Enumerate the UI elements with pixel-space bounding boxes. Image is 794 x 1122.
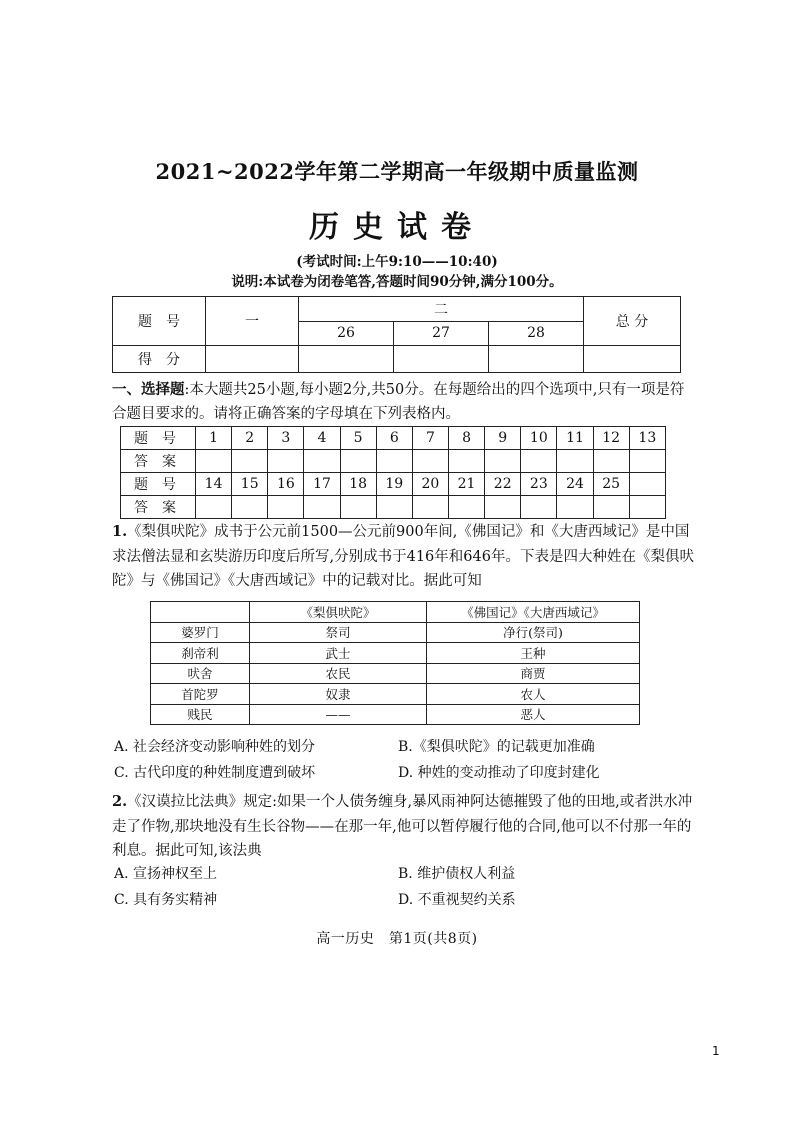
answer-number-cell: 1 bbox=[196, 427, 232, 450]
caste-row bbox=[151, 684, 640, 705]
caste-records: 王种 bbox=[427, 643, 640, 664]
page-number: 1 bbox=[712, 1044, 720, 1058]
answer-entry-cell[interactable] bbox=[304, 496, 340, 519]
score-table bbox=[112, 296, 681, 373]
question-1-option-b[interactable]: B.《梨俱吠陀》的记载更加准确 bbox=[398, 739, 595, 755]
answer-ans-label: 答案 bbox=[121, 450, 196, 473]
caste-comparison-table bbox=[150, 601, 640, 725]
answer-entry-cell[interactable] bbox=[304, 450, 340, 473]
answer-number-cell: 23 bbox=[521, 473, 557, 496]
answer-number-cell: 14 bbox=[196, 473, 232, 496]
caste-records: 农人 bbox=[427, 684, 640, 705]
question-1-option-c[interactable]: C. 古代印度的种姓制度遭到破坏 bbox=[114, 765, 316, 781]
answer-ans-label: 答案 bbox=[121, 496, 196, 519]
answer-entry-cell[interactable] bbox=[268, 450, 304, 473]
caste-rigveda: 武士 bbox=[250, 643, 427, 664]
question-2-option-c[interactable]: C. 具有务实精神 bbox=[114, 892, 218, 908]
answer-entry-cell[interactable] bbox=[448, 450, 484, 473]
answer-entry-row bbox=[121, 496, 666, 519]
exam-subtitle: 历史试卷 bbox=[309, 210, 485, 245]
caste-name: 贱民 bbox=[151, 704, 250, 725]
answer-entry-cell[interactable] bbox=[340, 450, 376, 473]
score-row-label: 题 号 bbox=[113, 297, 206, 346]
answer-entry-cell[interactable] bbox=[376, 496, 412, 519]
question-1-number: 1. bbox=[112, 523, 128, 540]
answer-number-cell: 11 bbox=[557, 427, 593, 450]
answer-number-cell: 18 bbox=[340, 473, 376, 496]
answer-entry-cell[interactable] bbox=[268, 496, 304, 519]
answer-number-cell bbox=[629, 473, 665, 496]
answer-num-label: 题号 bbox=[121, 473, 196, 496]
question-1-stem: 《梨俱吠陀》成书于公元前1500—公元前900年间,《佛国记》和《大唐西域记》是中国求法僧法显和玄奘游历印度后所写,分别成书于416年和646年。下表是四大种姓在《梨俱吠陀》与《佛国记》《大唐西域记》中的记载对比。据此可知 bbox=[112, 524, 694, 589]
answer-number-cell: 4 bbox=[304, 427, 340, 450]
question-1-option-d[interactable]: D. 种姓的变动推动了印度封建化 bbox=[398, 765, 600, 781]
question-2-number: 2. bbox=[112, 793, 128, 810]
answer-number-cell: 17 bbox=[304, 473, 340, 496]
question-2 bbox=[112, 790, 694, 864]
caste-name: 婆罗门 bbox=[151, 622, 250, 643]
answer-entry-cell[interactable] bbox=[593, 450, 629, 473]
page-footer: 高一历史 第1页(共8页) bbox=[316, 931, 478, 947]
score-q27: 27 bbox=[394, 321, 489, 346]
answer-entry-cell[interactable] bbox=[557, 496, 593, 519]
answer-entry-cell[interactable] bbox=[412, 496, 448, 519]
answer-number-cell: 10 bbox=[521, 427, 557, 450]
question-1 bbox=[112, 520, 694, 594]
answer-entry-cell[interactable] bbox=[521, 450, 557, 473]
answer-number-cell: 7 bbox=[412, 427, 448, 450]
section-1-instructions bbox=[112, 378, 692, 426]
answer-entry-cell[interactable] bbox=[629, 450, 665, 473]
score-cell[interactable] bbox=[206, 346, 299, 373]
caste-row bbox=[151, 663, 640, 684]
answer-entry-cell[interactable] bbox=[196, 450, 232, 473]
answer-number-cell: 8 bbox=[448, 427, 484, 450]
answer-number-row bbox=[121, 473, 666, 496]
answer-number-cell: 21 bbox=[448, 473, 484, 496]
caste-records: 商贾 bbox=[427, 663, 640, 684]
answer-entry-cell[interactable] bbox=[376, 450, 412, 473]
score-cell[interactable] bbox=[299, 346, 394, 373]
caste-rigveda: 农民 bbox=[250, 663, 427, 684]
score-row-label-2: 得 分 bbox=[113, 346, 206, 373]
answer-number-cell: 6 bbox=[376, 427, 412, 450]
caste-row bbox=[151, 704, 640, 725]
answer-entry-cell[interactable] bbox=[629, 496, 665, 519]
exam-note: 说明:本试卷为闭卷笔答,答题时间90分钟,满分100分。 bbox=[231, 274, 563, 290]
caste-header-rigveda: 《梨俱吠陀》 bbox=[250, 602, 427, 623]
answer-entry-cell[interactable] bbox=[232, 450, 268, 473]
answer-number-cell: 25 bbox=[593, 473, 629, 496]
answer-number-row bbox=[121, 427, 666, 450]
caste-table-header bbox=[151, 602, 640, 623]
answer-entry-cell[interactable] bbox=[232, 496, 268, 519]
answer-entry-cell[interactable] bbox=[196, 496, 232, 519]
answer-number-cell: 9 bbox=[485, 427, 521, 450]
caste-header-records: 《佛国记》《大唐西域记》 bbox=[427, 602, 640, 623]
answer-entry-cell[interactable] bbox=[340, 496, 376, 519]
question-2-option-d[interactable]: D. 不重视契约关系 bbox=[398, 892, 516, 908]
caste-row bbox=[151, 622, 640, 643]
answer-entry-cell[interactable] bbox=[557, 450, 593, 473]
question-2-stem: 《汉谟拉比法典》规定:如果一个人债务缠身,暴风雨神阿达德摧毁了他的田地,或者洪水冲走了作物,那块地没有生长谷物——在那一年,他可以暂停履行他的合同,他可以不付那一年的利息。据此可知,该法典 bbox=[112, 794, 693, 859]
score-section-2: 二 bbox=[299, 297, 584, 322]
answer-number-cell: 22 bbox=[485, 473, 521, 496]
score-q28: 28 bbox=[489, 321, 584, 346]
caste-name: 首陀罗 bbox=[151, 684, 250, 705]
score-cell[interactable] bbox=[394, 346, 489, 373]
answer-number-cell: 20 bbox=[412, 473, 448, 496]
answer-number-cell: 24 bbox=[557, 473, 593, 496]
caste-header-empty bbox=[151, 602, 250, 623]
caste-rigveda: 奴隶 bbox=[250, 684, 427, 705]
answer-number-cell: 2 bbox=[232, 427, 268, 450]
section-1-heading: 一、选择题 bbox=[112, 381, 185, 398]
answer-number-cell: 12 bbox=[593, 427, 629, 450]
answer-number-cell: 3 bbox=[268, 427, 304, 450]
answer-entry-cell[interactable] bbox=[448, 496, 484, 519]
caste-name: 刹帝利 bbox=[151, 643, 250, 664]
answer-entry-cell[interactable] bbox=[485, 496, 521, 519]
score-cell[interactable] bbox=[584, 346, 681, 373]
answer-entry-cell[interactable] bbox=[521, 496, 557, 519]
question-1-option-a[interactable]: A. 社会经济变动影响种姓的划分 bbox=[114, 739, 316, 755]
exam-time: (考试时间:上午9:10——10:40) bbox=[296, 254, 498, 270]
exam-title: 2021~2022学年第二学期高一年级期中质量监测 bbox=[155, 159, 639, 184]
caste-rigveda: —— bbox=[250, 704, 427, 725]
answer-num-label: 题号 bbox=[121, 427, 196, 450]
caste-records: 净行(祭司) bbox=[427, 622, 640, 643]
answer-number-cell: 13 bbox=[629, 427, 665, 450]
caste-name: 吠舍 bbox=[151, 663, 250, 684]
caste-rigveda: 祭司 bbox=[250, 622, 427, 643]
question-2-option-a[interactable]: A. 宣扬神权至上 bbox=[114, 866, 218, 882]
answer-entry-cell[interactable] bbox=[412, 450, 448, 473]
caste-row bbox=[151, 643, 640, 664]
answer-entry-cell[interactable] bbox=[593, 496, 629, 519]
answer-entry-row bbox=[121, 450, 666, 473]
answer-number-cell: 15 bbox=[232, 473, 268, 496]
answer-number-cell: 19 bbox=[376, 473, 412, 496]
answer-number-cell: 16 bbox=[268, 473, 304, 496]
answer-entry-cell[interactable] bbox=[485, 450, 521, 473]
score-section-1: 一 bbox=[206, 297, 299, 346]
answer-number-cell: 5 bbox=[340, 427, 376, 450]
section-1-text: :本大题共25小题,每小题2分,共50分。在每题给出的四个选项中,只有一项是符合题目要求的。请将正确答案的字母填在下列表格内。 bbox=[112, 382, 685, 422]
caste-records: 恶人 bbox=[427, 704, 640, 725]
question-2-option-b[interactable]: B. 维护债权人利益 bbox=[398, 866, 516, 882]
answer-table bbox=[120, 426, 666, 519]
score-cell[interactable] bbox=[489, 346, 584, 373]
score-q26: 26 bbox=[299, 321, 394, 346]
score-total: 总 分 bbox=[584, 297, 681, 346]
